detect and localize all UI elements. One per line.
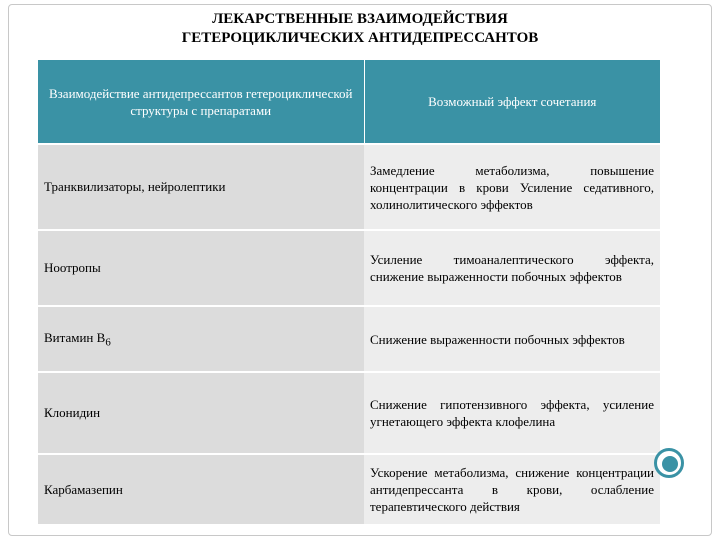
page-title <box>0 10 720 48</box>
drug-name: Витамин В <box>44 329 106 345</box>
effect-cell: Снижение гипотензивного эффекта, усиление угнетающего эффекта клофелина <box>364 372 660 454</box>
drug-cell <box>38 306 364 372</box>
table-row <box>38 454 660 524</box>
header-interaction: Взаимодействие антидепрессантов гетероциклической структуры с препаратами <box>38 60 364 144</box>
title-line-1: ЛЕКАРСТВЕННЫЕ ВЗАИМОДЕЙСТВИЯ <box>212 11 508 27</box>
table-row <box>38 144 660 230</box>
drug-cell: Ноотропы <box>38 230 364 306</box>
interactions-table <box>38 60 660 524</box>
decorative-circle-inner <box>662 456 678 472</box>
header-effect: Возможный эффект сочетания <box>364 60 660 144</box>
drug-cell: Клонидин <box>38 372 364 454</box>
effect-cell: Снижение выраженности побочных эффектов <box>364 306 660 372</box>
drug-cell: Транквилизаторы, нейролептики <box>38 144 364 230</box>
effect-cell: Замедление метаболизма, повышение концентрации в крови Усиление седативного, холинолитического эффектов <box>364 144 660 230</box>
table-row <box>38 230 660 306</box>
table-header-row <box>38 60 660 144</box>
effect-cell: Ускорение метаболизма, снижение концентрации антидепрессанта в крови, ослабление терапевтического действия <box>364 454 660 524</box>
table-row <box>38 372 660 454</box>
table-row <box>38 306 660 372</box>
drug-subscript: 6 <box>105 336 111 349</box>
title-line-2: ГЕТЕРОЦИКЛИЧЕСКИХ АНТИДЕПРЕССАНТОВ <box>181 30 539 46</box>
drug-cell: Карбамазепин <box>38 454 364 524</box>
effect-cell: Усиление тимоаналептического эффекта, снижение выраженности побочных эффектов <box>364 230 660 306</box>
